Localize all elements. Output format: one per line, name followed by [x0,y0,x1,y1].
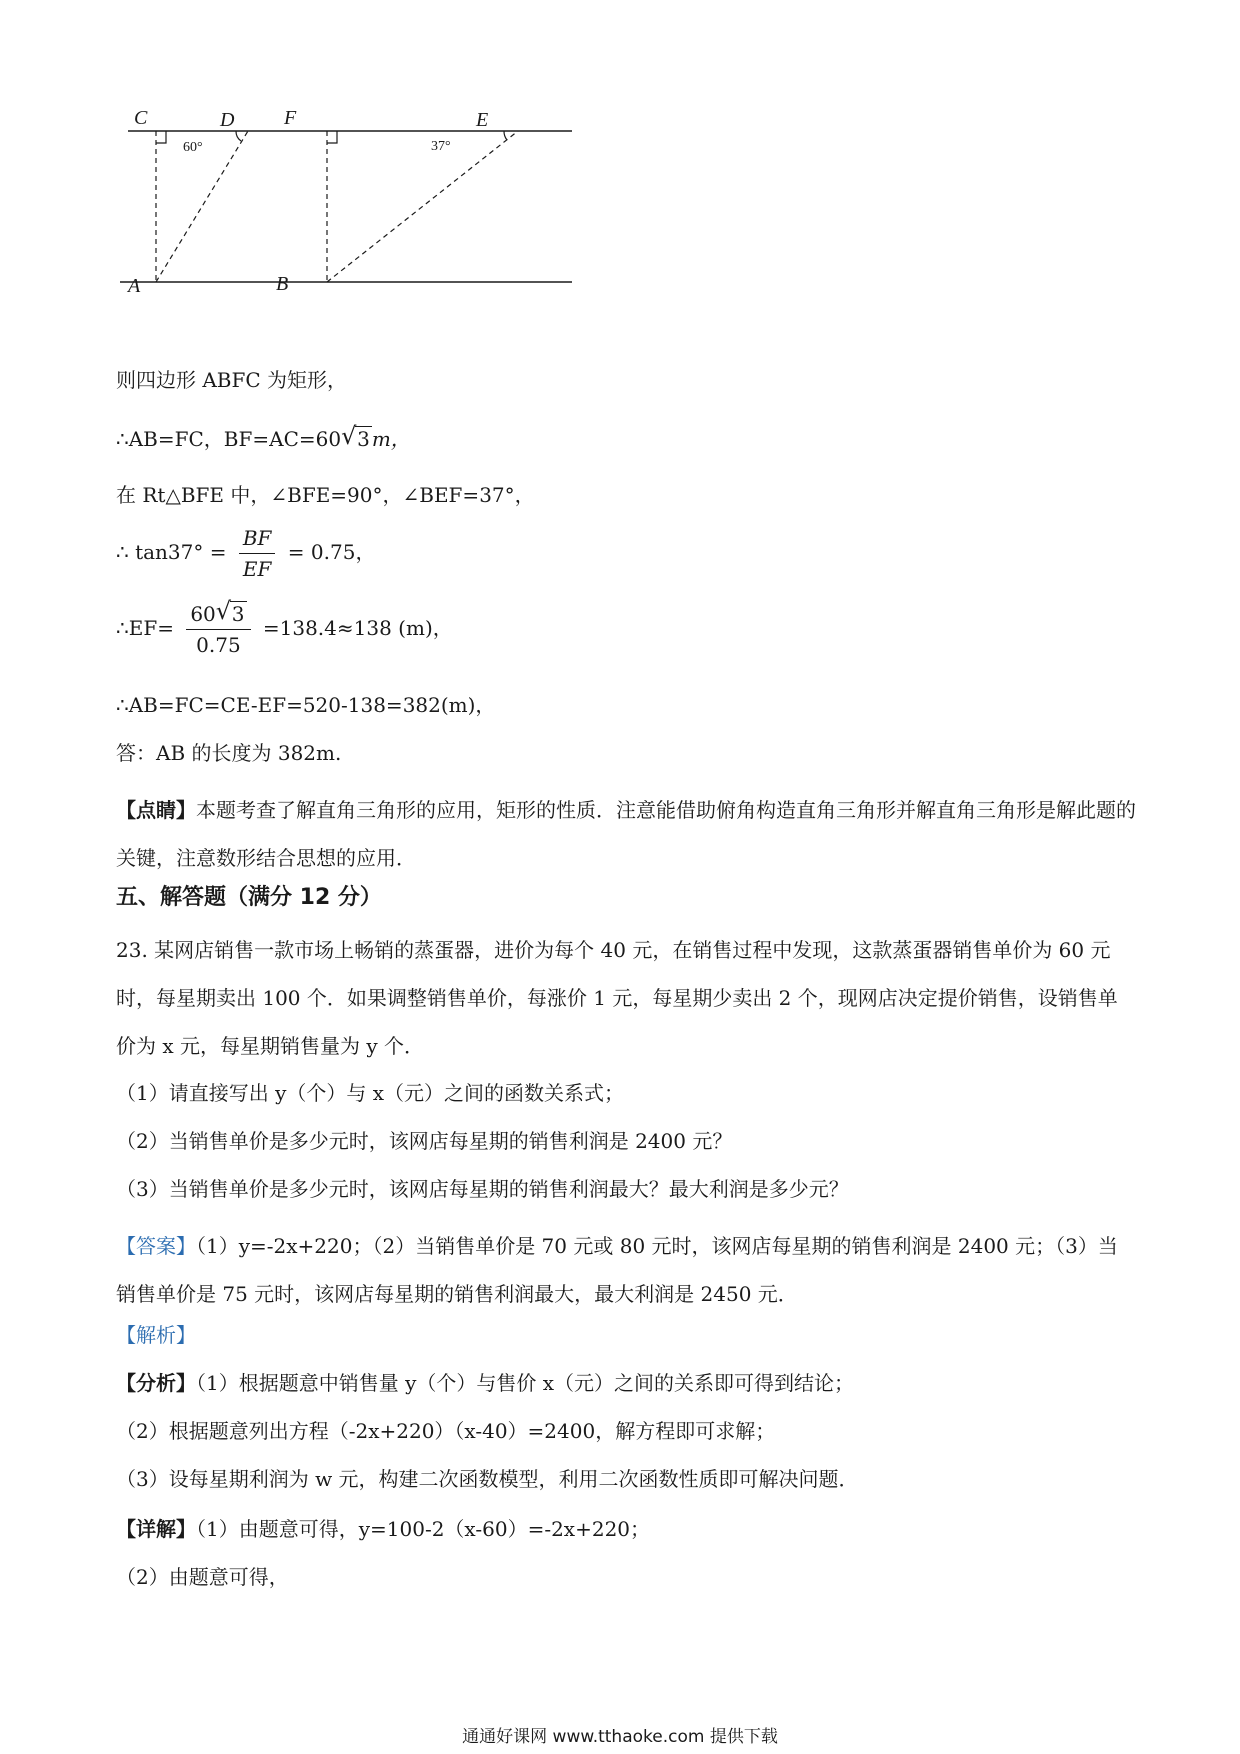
sqrt-symbol-2 [216,599,247,629]
angle-arc-d [236,131,241,141]
comment-tag: 【点睛】 [116,798,196,822]
label-e: E [476,110,489,131]
sqrt-radicand-2: 3 [231,602,245,626]
solution-line-2-head: ∴AB=FC，BF=AC=60 [116,427,342,451]
fraction-denominator: EF [242,557,272,581]
detail-tag: 【详解】 [116,1517,196,1541]
label-d: D [220,110,235,131]
solution-line-7: 答：AB 的长度为 382m. [116,741,342,765]
ef-result: =138.4≈138 (m)， [262,616,453,640]
fenxi-line-3: （3）设每星期利润为 w 元，构建二次函数模型，利用二次函数性质即可解决问题． [116,1467,859,1491]
fenxi-line-1 [116,1368,854,1398]
solution-line-2 [116,424,411,454]
answer-tag: 【答案】 [116,1234,196,1258]
numerator-coefficient: 60 [190,602,216,626]
angle-arc-e [504,131,507,140]
fenxi-tag: 【分析】 [116,1371,196,1395]
label-c: C [134,110,148,129]
solution-line-1: 则四边形 ABFC 为矩形， [116,368,348,392]
tan-expression: ∴ tan37° = [116,540,227,564]
segment-be [327,131,518,282]
angle-label-37: 37° [431,139,451,154]
label-f: F [284,110,297,129]
section-title: 五、解答题（满分 12 分） [116,885,382,910]
label-b: B [276,273,289,295]
detail-text-1: （1）由题意可得，y=100-2（x-60）=-2x+220； [196,1517,651,1541]
angle-label-60: 60° [183,140,203,155]
right-angle-f [327,131,337,143]
comment-paragraph [116,786,1136,882]
question-part-1: （1）请直接写出 y（个）与 x（元）之间的函数关系式； [116,1081,625,1105]
analysis-tag: 【解析】 [116,1323,196,1347]
solution-line-5 [116,598,453,660]
solution-line-6: ∴AB=FC=CE-EF=520-138=382(m)， [116,693,496,717]
fraction-ef-numerator [186,599,250,630]
fenxi-text-1: （1）根据题意中销售量 y（个）与售价 x（元）之间的关系即可得到结论； [196,1371,855,1395]
label-a: A [128,275,141,297]
sqrt-radicand: 3 [357,427,370,451]
detail-line-2: （2）由题意可得， [116,1565,289,1589]
question-part-3: （3）当销售单价是多少元时，该网店每星期的销售利润最大？最大利润是多少元？ [116,1177,849,1201]
fraction-ef [186,599,250,660]
fenxi-line-2: （2）根据题意列出方程（-2x+220）（x-40）=2400，解方程即可求解； [116,1419,776,1443]
fraction-ef-denominator: 0.75 [196,633,241,657]
solution-line-2-tail: m， [371,427,411,451]
fraction-numerator: BF [239,523,276,554]
answer-paragraph [116,1222,1136,1318]
solution-line-3: 在 Rt△BFE 中，∠BFE=90°，∠BEF=37°， [116,483,535,507]
fraction-bf-ef [239,523,276,584]
right-angle-c [156,131,166,143]
tan-result: = 0.75， [287,540,376,564]
comment-text: 本题考查了解直角三角形的应用，矩形的性质．注意能借助俯角构造直角三角形并解直角三角形是解此题的关键，注意数形结合思想的应用． [116,798,1136,870]
geometry-diagram [120,110,580,332]
question-part-2: （2）当销售单价是多少元时，该网店每星期的销售利润是 2400 元？ [116,1129,733,1153]
sqrt-symbol [341,424,372,454]
question-23-stem: 23. 某网店销售一款市场上畅销的蒸蛋器，进价为每个 40 元，在销售过程中发现，这款蒸蛋器销售单价为 60 元时，每星期卖出 100 个．如果调整销售单价，每涨价 1 元，每星期少卖出 2 个，现网店决定提价销售，设销售单价为 x 元，每星期销售量为 y 个． [116,938,1118,1058]
ef-expression: ∴EF= [116,616,174,640]
answer-text: （1）y=-2x+220；（2）当销售单价是 70 元或 80 元时，该网店每星期的销售利润是 2400 元；（3）当销售单价是 75 元时，该网店每星期的销售利润最大，最大利润是 2450 元． [116,1234,1118,1306]
footer-watermark: 通通好课网 www.tthaoke.com 提供下载 [462,1727,778,1747]
solution-line-4 [116,522,375,584]
detail-line-1 [116,1514,650,1544]
